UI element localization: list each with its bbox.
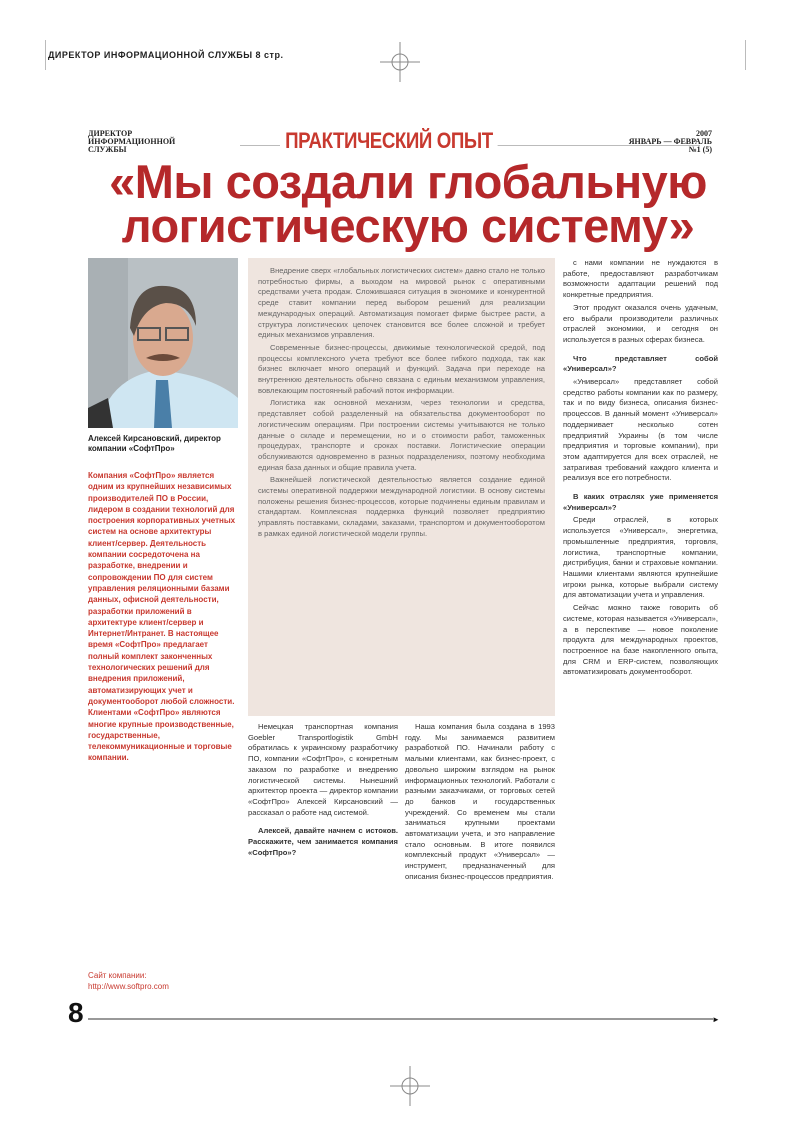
issue-year: 2007 — [696, 129, 712, 138]
print-slug: ДИРЕКТОР ИНФОРМАЦИОННОЙ СЛУЖБЫ 8 стр. — [48, 50, 284, 60]
magazine-name — [88, 130, 175, 154]
page-number: 8 — [68, 997, 84, 1028]
issue-number: №1 (5) — [688, 145, 712, 154]
intro-paragraph: Важнейшей логистической деятельностью является создание единой системы оперативной поддержки международной логистики. В основу системы положены решения бизнес-процессов, которые подчинены единым правилам и стандартам. Комплексная поддержка функций позволяет предприятию управлять поставками, складами, заказами, транспортом и документооборотом в рамках единой логистической модели группы. — [258, 475, 545, 538]
magazine-line: ИНФОРМАЦИОННОЙ — [88, 137, 176, 146]
intro-paragraph: Внедрение сверх «глобальных логистических систем» давно стало не только потребностью фирмы, а выходом на мировой рынок с оперативными средствами учета продаж. Сложившаяся ситуация в экономике и конкурентной среде ставит компании перед выбором решений для реализации международных операций. Автоматизация помогает фирме быстрее расти, а структура логистических цепочек становится все более сложной и требует единых механизмов управления. — [258, 266, 545, 340]
interview-question: В каких отраслях уже применяется «Универсал»? — [563, 492, 718, 512]
interview-question: Что представляет собой «Универсал»? — [563, 353, 718, 374]
intro-paragraph: Логистика как основной механизм, через технологии и средства, представляет собой разделенный на обязательства документооборот по логистическим операциям. При построении системы учитываются не только данные о складе и перемещении, но и о стоимости работ, таможенных процедурах, транспорте и сроках поставки. Логистические операции обслуживаются одновременно в разных подразделениях, поэтому необходима единая база данных и общие правила учета. — [258, 398, 545, 472]
intro-box — [248, 258, 555, 716]
column-middle — [405, 722, 555, 1014]
crop-mark — [45, 40, 46, 70]
photo-caption: Алексей Кирсановский, директор компании «СофтПро» — [88, 434, 221, 453]
body-paragraph: Среди отраслей, в которых используется «Универсал», энергетика, промышленные предприятия, торговля, логистика, транспортные компании, дистрибуция, банки и страховые компании. Нашими клиентами являются крупнейшие игроки рынка, которые выбрали систему для автоматизации учета и управления. — [563, 515, 718, 600]
registration-mark-icon — [380, 42, 420, 82]
company-info: Компания «СофтПро» является одним из крупнейших независимых производителей ПО в России, лидером в создании технологий для построения корпоративных учетных систем на основе архитектуры клиент/сервер. Деятельность компании сосредоточена на разработке, внедрении и сопровождении ПО для систем управления реляционными базами данных, офисной деятельности, разработки приложений в архитектуре клиент/сервер и Интернет/Интранет. В настоящее время «СофтПро» предлагает полный комплект законченных технологических решений для внедрения приложений, автоматизирующих учет и документооборот любой сложности. Клиентами «СофтПро» являются многие крупные производственные, государственные, телекоммуникационные и торговые компании. — [88, 471, 236, 763]
issue-months: ЯНВАРЬ — ФЕВРАЛЬ — [628, 137, 712, 146]
interview-question: Алексей, давайте начнем с истоков. Расскажите, чем занимается компания «СофтПро»? — [248, 826, 398, 857]
article-title: «Мы создали глобальную логистическую систему» — [109, 155, 707, 252]
magazine-line: ДИРЕКТОР — [88, 129, 133, 138]
portrait-photo — [88, 258, 238, 428]
body-paragraph: Немецкая транспортная компания Goebler Transportlogistik GmbH обратилась к украинскому разработчику ПО, компании «СофтПро», с конкретным заказом по разработке и внедрению логистической системы. Нынешний архитектор проекта — директор компании «СофтПро» Алексей Кирсановский — рассказал о работе над системой. — [248, 722, 398, 817]
company-site — [88, 970, 236, 992]
intro-paragraph: Современные бизнес-процессы, движимые технологической средой, под процессы комплексного учета требуют все более гибкого подхода, так как бизнес включает много операций и функций. Задача при переходе на внутреннюю деятельность обычно связана с единым механизмом управления, вовлекающим постоянный рабочий поток информации. — [258, 342, 545, 395]
magazine-line: СЛУЖБЫ — [88, 145, 127, 154]
continue-arrow-icon: ► — [712, 1015, 720, 1024]
body-paragraph: Сейчас можно также говорить об системе, которая называется «Универсал», а в перспективе — новое поколение продукта для международных проектов, построенное на базе накопленного опыта, для CRM и ERP-систем, позволяющих автоматизировать документооборот. — [563, 603, 718, 677]
footer-rule — [88, 1018, 713, 1020]
issue-info — [629, 130, 712, 154]
body-paragraph: «Универсал» представляет собой средство работы компании как по размеру, так и по виду бизнеса, описания бизнес-процессов. В данный момент «Универсал» поддерживает несколько сотен предприятий Украины (в том числе предприятия и торговые компании), при этом адаптируется для всех отраслей, не затрагивая требований каждого клиента и реализуя все его потребности. — [563, 377, 718, 483]
site-link[interactable]: http://www.softpro.com — [88, 982, 169, 991]
body-paragraph: Наша компания была создана в 1993 году. Мы занимаемся развитием разработкой ПО. Начинали работу с малыми клиентами, как бизнес-проект, с довольно широким взглядом на рынок информационных технологий. Работали с разными заказчиками, от торговых сетей до банков и государственных учреждений. Со временем мы стали заниматься крупными проектами автоматизации учета, и это направление стало основным. В итоге появился комплексный продукт «Универсал» — инструмент, предназначенный для описания бизнес-процессов предприятия. — [405, 722, 555, 881]
body-paragraph: Этот продукт оказался очень удачным, его выбрали производители различных отраслей экономики, и сегодня он используется в разных сферах бизнеса. — [563, 302, 718, 344]
rubric: ПРАКТИЧЕСКИЙ ОПЫТ — [280, 128, 498, 154]
column-left — [248, 722, 398, 1014]
registration-mark-icon — [390, 1066, 430, 1106]
site-label: Сайт компании: — [88, 971, 147, 980]
column-right — [563, 258, 718, 1014]
body-paragraph: с нами компании не нуждаются в работе, предоставляют разработчикам возможности адаптации решений под конкретные предприятия. — [563, 258, 718, 300]
crop-mark — [745, 40, 746, 70]
